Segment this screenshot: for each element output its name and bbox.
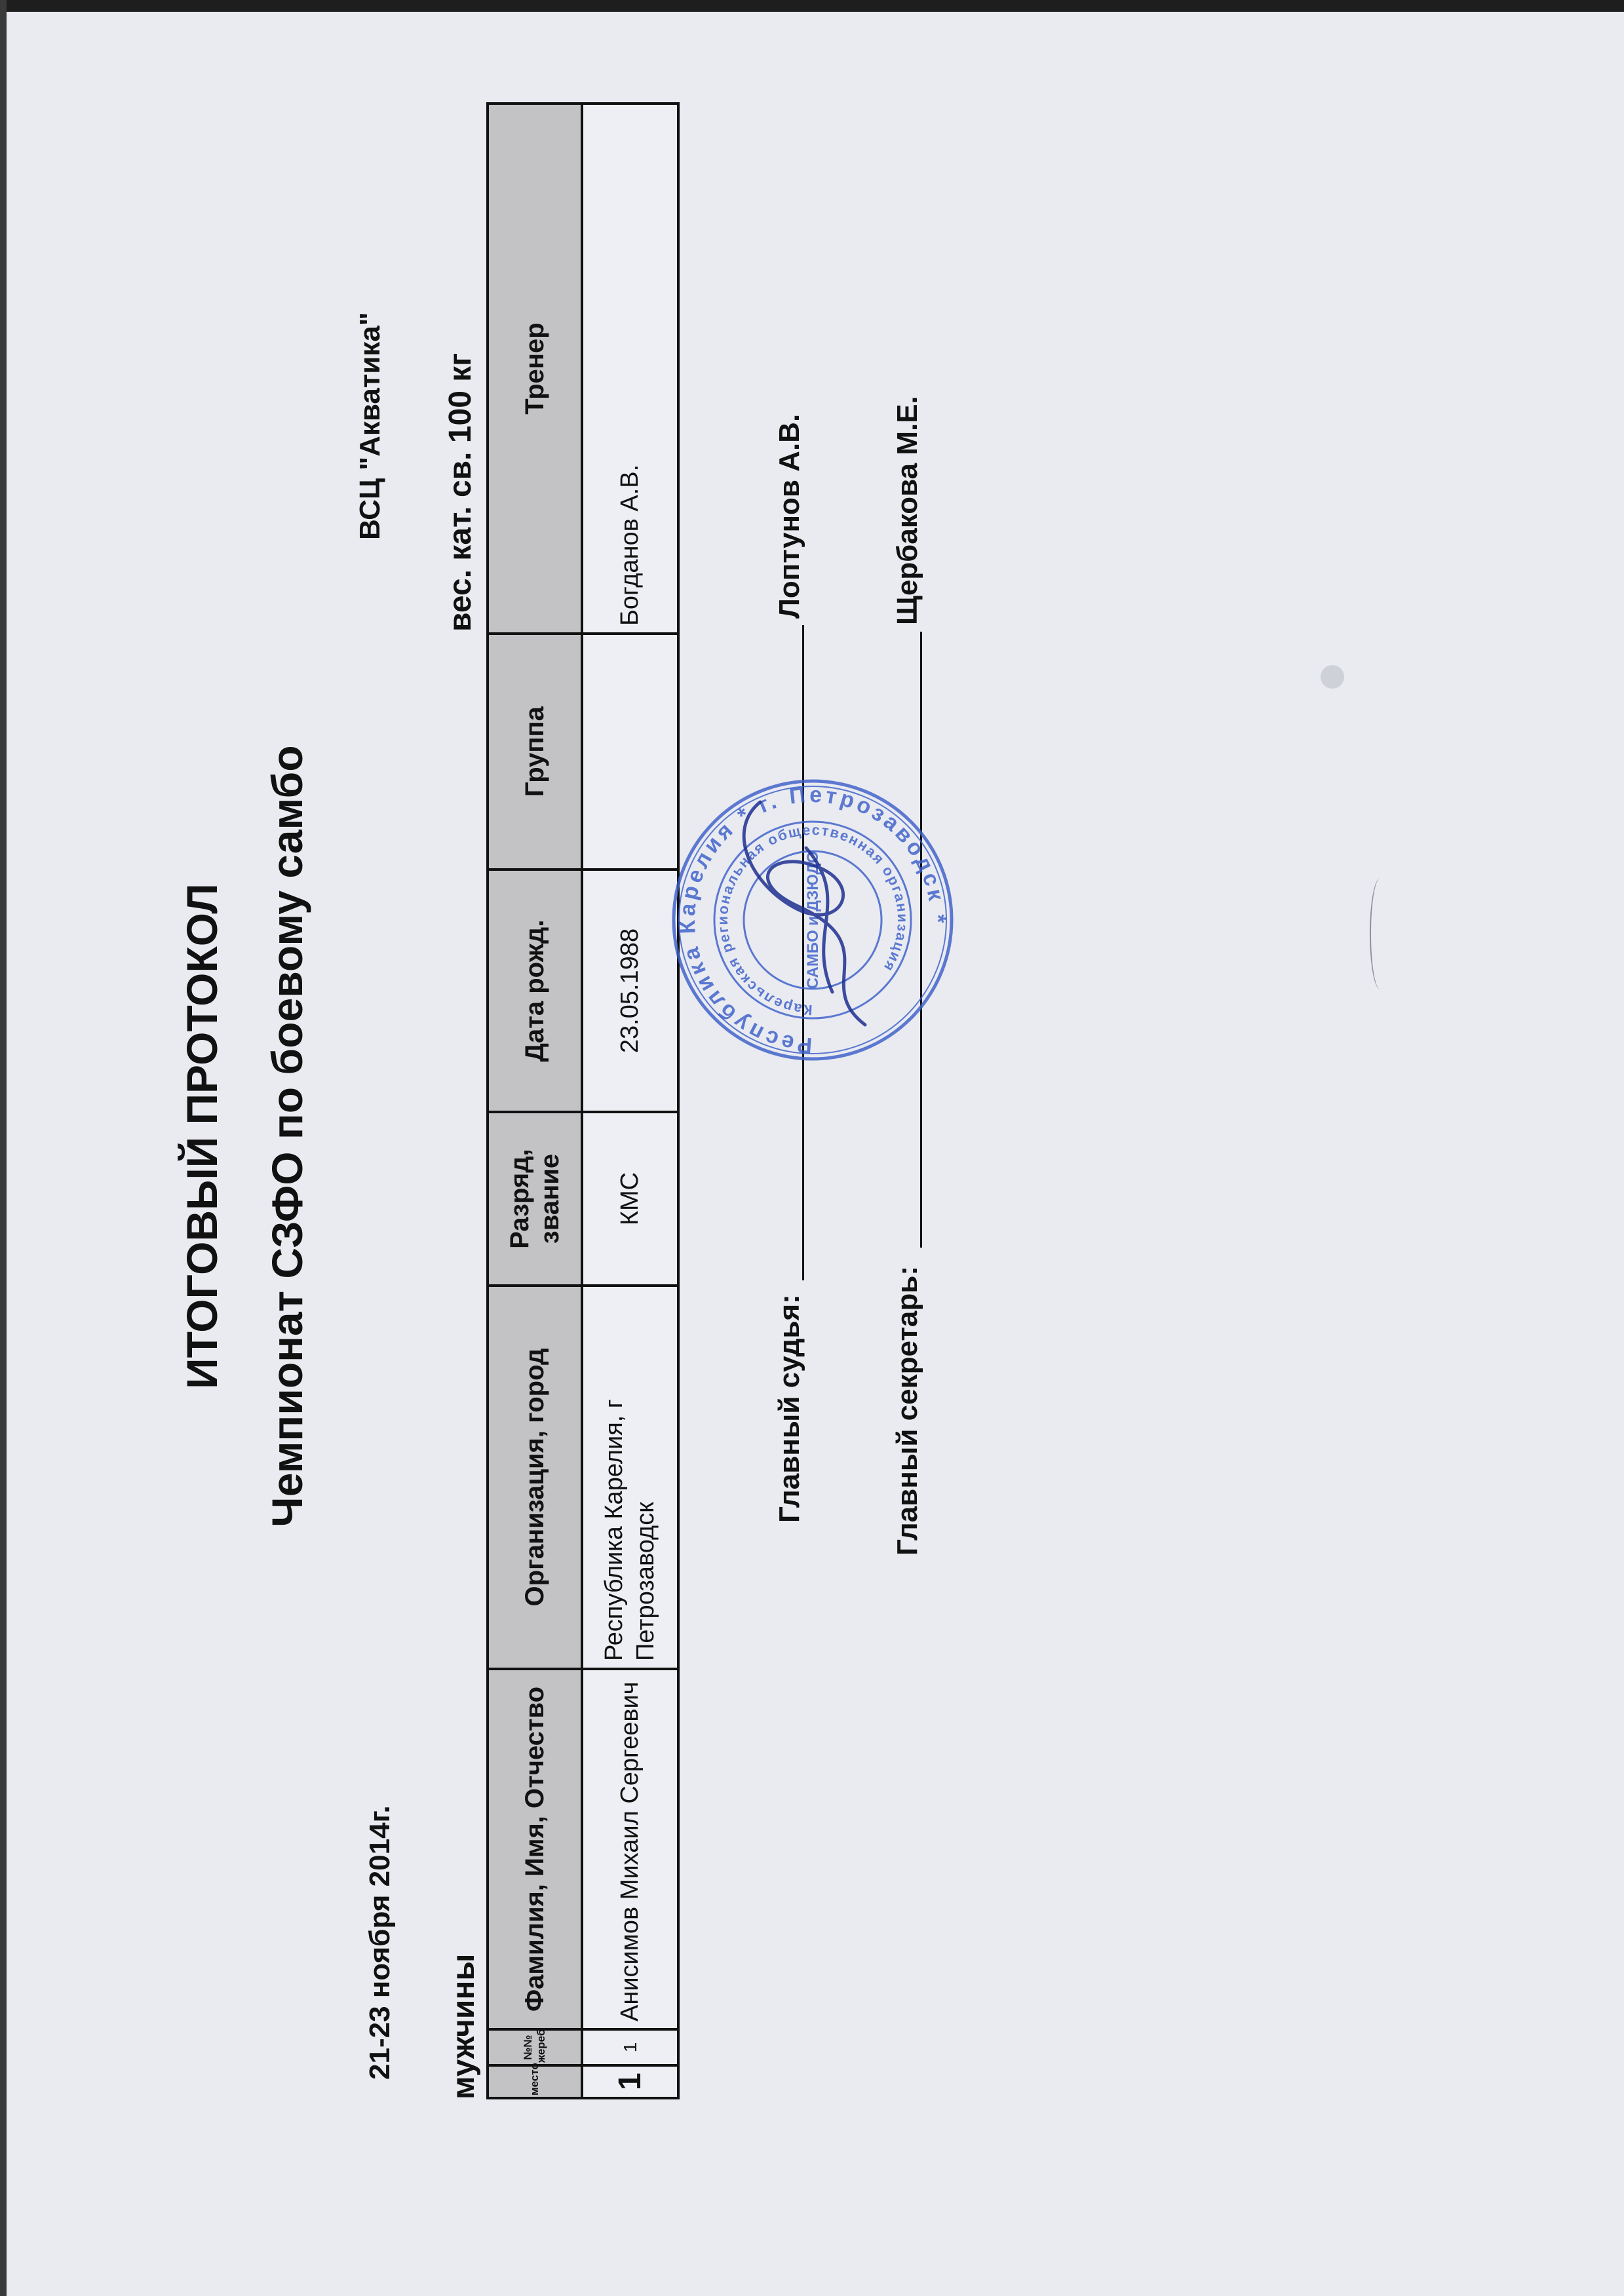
event-venue: ВСЦ "Акватика" [354,312,386,540]
stamp-outer-text: Республика Карелия * г. Петрозаводск * [674,782,951,1058]
cell-rank: КМС [582,1112,678,1286]
cell-place: 1 [582,2065,678,2098]
table-row [582,104,678,2098]
header-coach: Тренер [488,104,582,634]
document-title: ИТОГОВЫЙ ПРОТОКОЛ [178,883,226,1389]
document-subtitle: Чемпионат СЗФО по боевому самбо [263,745,311,1527]
cell-birth-date: 23.05.1988 [582,870,678,1112]
header-rank: Разряд, звание [488,1112,582,1286]
weight-category: вес. кат. св. 100 кг [443,353,478,632]
cell-coach: Богданов А.В. [582,104,678,634]
stamp-center-text: САМБО и ДЗЮДО [804,851,822,989]
chief-secretary-name: Щербакова М.Е. [891,396,923,625]
header-full-name: Фамилия, Имя, Отчество [488,1669,582,2029]
header-group: Группа [488,634,582,870]
cell-draw-number: 1 [582,2029,678,2065]
event-date: 21-23 ноября 2014г. [364,1805,396,2080]
header-place: место [488,2065,582,2098]
header-organization: Организация, город [488,1286,582,1669]
header-birth-date: Дата рожд. [488,870,582,1112]
header-draw-number: №№ жереб [488,2029,582,2065]
cell-organization: Республика Карелия, г Петрозаводск [582,1286,678,1669]
cell-full-name: Анисимов Михаил Сергеевич [582,1669,678,2029]
chief-secretary-label: Главный секретарь: [891,1266,923,1556]
chief-judge-label: Главный судья: [773,1294,805,1523]
cell-group [582,634,678,870]
gender-category: мужчины [446,1953,481,2099]
organization-stamp [668,776,957,1064]
chief-judge-name: Лоптунов А.В. [773,413,805,619]
table-header-row [488,104,582,2098]
stamp-inner-text: Карельская региональная общественная организация [714,821,912,1019]
results-table [486,102,680,2099]
